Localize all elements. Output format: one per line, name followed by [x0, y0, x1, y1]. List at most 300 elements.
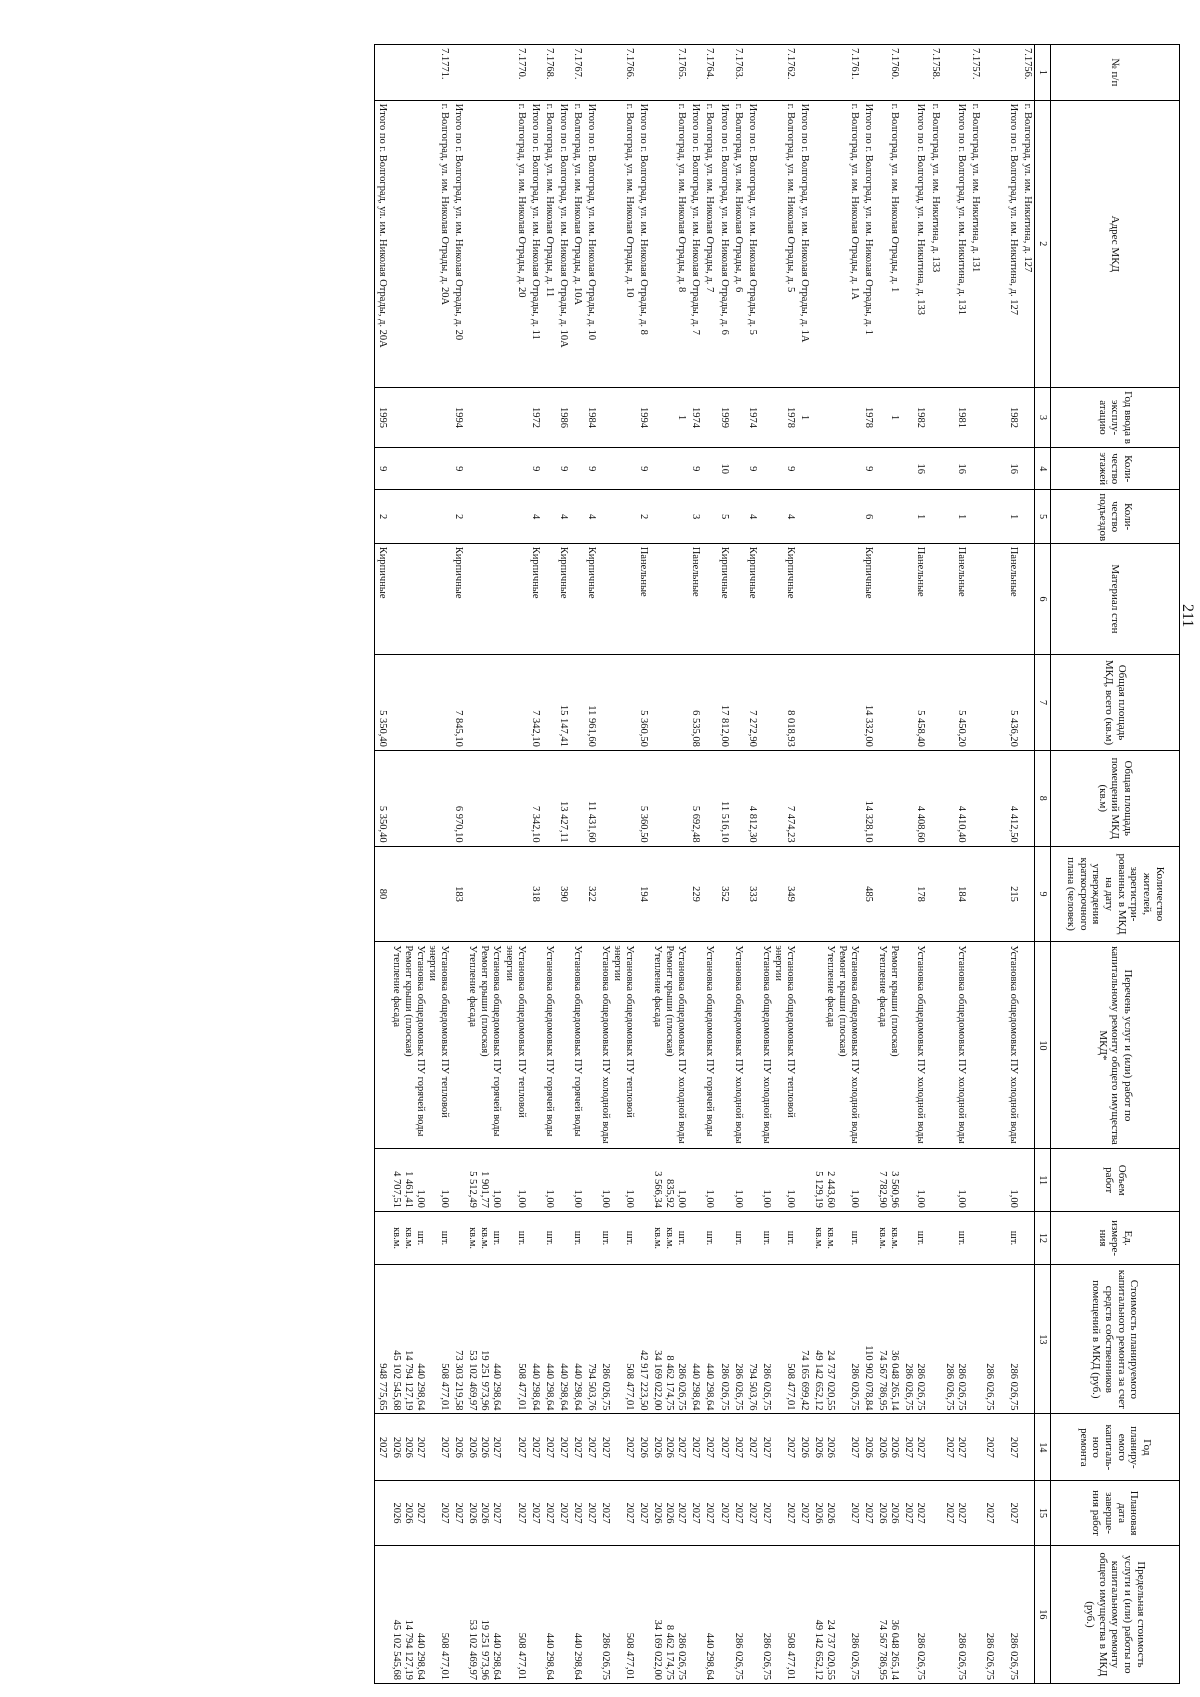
table-cell: 1,00 1,00 [598, 1149, 636, 1211]
table-cell: 1,00 1,00 1 901,77 5 512,49 [465, 1149, 527, 1211]
table-cell: 286 026,75 24 737 020,55 49 142 652,12 [811, 1265, 861, 1414]
table-cell [968, 1545, 982, 1683]
table-cell: 9 [745, 448, 759, 490]
table-cell: 9 [451, 448, 465, 490]
table-cell: 1,00 [942, 1149, 968, 1211]
table-cell [968, 942, 982, 1149]
table-cell: 2027 2027 2026 2026 [465, 1414, 527, 1481]
table-cell: Итого по г. Волгоград, ул. им. Николая Отрады, д. 7 [688, 100, 702, 387]
table-cell: 2027 [556, 1414, 570, 1481]
table-cell: 2027 [542, 1481, 556, 1546]
table-cell: 11 961,60 [584, 655, 598, 751]
table-cell [928, 750, 942, 846]
table-cell [389, 543, 451, 654]
table-cell [650, 750, 688, 846]
table-cell: 16 [901, 448, 927, 490]
table-cell: 1986 [556, 387, 570, 447]
table-cell: 16 [942, 448, 968, 490]
table-cell [968, 750, 982, 846]
table-row [374, 45, 389, 1684]
table-cell: г. Волгоград, ул. им. Николая Отрады, д. 11 [542, 100, 556, 387]
table-cell [811, 543, 861, 654]
table-cell [731, 655, 745, 751]
table-header [1035, 45, 1180, 1684]
table-cell [901, 45, 927, 101]
table-cell: г. Волгоград, ул. им. Николая Отрады, д. 10А [570, 100, 584, 387]
table-cell [928, 655, 942, 751]
table-cell: 4 812,30 [745, 750, 759, 846]
column-header: Материал стен [1051, 543, 1180, 654]
table-cell: 110 902 078,84 [861, 1265, 875, 1414]
table-cell: 318 [528, 846, 542, 942]
table-cell: 7.1756. [1020, 45, 1035, 101]
column-number: 16 [1035, 1545, 1051, 1683]
table-cell: 73 303 219,58 [451, 1265, 465, 1414]
column-header: Общая площадь помещений МКД (кв.м) [1051, 750, 1180, 846]
table-cell: Установка общедомовых ПУ горячей воды [542, 942, 556, 1149]
table-cell: 184 [942, 846, 968, 942]
table-cell [1020, 490, 1035, 543]
table-cell [928, 1265, 942, 1414]
table-cell: 440 298,64 [570, 1265, 584, 1414]
table-cell [745, 1149, 759, 1211]
table-cell: 7 474,23 [759, 750, 797, 846]
table-cell [556, 1211, 570, 1264]
table-cell [968, 1481, 982, 1546]
table-cell: 14 328,10 [861, 750, 875, 846]
table-cell [968, 1265, 982, 1414]
table-cell: 794 503,76 [745, 1265, 759, 1414]
table-cell [389, 387, 451, 447]
table-cell: Установка общедомовых ПУ холодной воды [982, 942, 1020, 1149]
table-cell: 508 477,01 440 298,64 14 794 127,19 45 102 545,68 [389, 1265, 451, 1414]
table-cell: Итого по г. Волгоград, ул. им. Никитина, д. 133 [901, 100, 927, 387]
table-cell [598, 387, 636, 447]
table-cell: 74 165 699,42 [797, 1265, 811, 1414]
table-cell: 508 477,01 286 026,75 [598, 1265, 636, 1414]
table-row [717, 45, 731, 1684]
table-row [759, 45, 797, 1684]
table-cell: 440 298,64 [542, 1265, 556, 1414]
table-cell [688, 1545, 702, 1683]
table-cell: 1 [982, 490, 1020, 543]
table-cell [875, 846, 901, 942]
table-cell: 286 026,75 [942, 1545, 968, 1683]
table-cell [875, 448, 901, 490]
table-cell [745, 942, 759, 1149]
table-cell [1020, 1481, 1035, 1546]
table-cell: 4 412,50 [982, 750, 1020, 846]
table-cell: 352 [717, 846, 731, 942]
column-number: 4 [1035, 448, 1051, 490]
table-cell: 7.1771. [389, 45, 451, 101]
table-cell: 7.1760. [875, 45, 901, 101]
table-cell [861, 1211, 875, 1264]
table-cell: 194 [636, 846, 650, 942]
column-header: Год ввода в эксплу-атацию [1051, 387, 1180, 447]
table-cell: 1994 [451, 387, 465, 447]
table-cell [451, 942, 465, 1149]
table-cell: Итого по г. Волгоград, ул. им. Николая Отрады, д. 6 [717, 100, 731, 387]
table-cell: 4 [759, 490, 797, 543]
table-cell [861, 1149, 875, 1211]
table-cell: 7 272,90 [745, 655, 759, 751]
table-cell: 2027 2027 [942, 1481, 968, 1546]
table-cell: 794 503,76 [584, 1265, 598, 1414]
table-cell [636, 1545, 650, 1683]
table-cell: 2027 2027 [759, 1481, 797, 1546]
table-cell [702, 387, 716, 447]
table-cell [688, 1149, 702, 1211]
table-cell: Установка общедомовых ПУ холодной воды [901, 942, 927, 1149]
table-cell: 15 147,41 [556, 655, 570, 751]
table-cell: 1999 [717, 387, 731, 447]
table-cell: 4 [745, 490, 759, 543]
table-cell: 2027 [861, 1481, 875, 1546]
table-cell: 2027 2026 2026 [650, 1414, 688, 1481]
table-cell [451, 45, 465, 101]
table-cell [389, 490, 451, 543]
table-cell [465, 543, 527, 654]
table-cell: 7 342,10 [528, 655, 542, 751]
table-cell: 1,00 835,92 3 566,34 [650, 1149, 688, 1211]
table-cell [928, 1149, 942, 1211]
table-row [650, 45, 688, 1684]
table-cell: 2027 [556, 1481, 570, 1546]
table-cell: 1,00 [702, 1149, 716, 1211]
table-cell: шт. [702, 1211, 716, 1264]
table-cell: Установка общедомовых ПУ холодной воды [731, 942, 745, 1149]
table-cell: 508 477,01 440 298,64 19 251 973,96 53 102 469,97 [465, 1265, 527, 1414]
table-cell: 2027 [570, 1481, 584, 1546]
table-cell [811, 387, 861, 447]
table-cell [731, 543, 745, 654]
table-row [636, 45, 650, 1684]
table-cell [598, 655, 636, 751]
table-cell: Панельные [636, 543, 650, 654]
table-cell: 508 477,01 286 026,75 [759, 1545, 797, 1683]
column-number: 1 [1035, 45, 1051, 101]
table-cell: 322 [584, 846, 598, 942]
table-cell: 1974 [688, 387, 702, 447]
table-cell: Установка общедомовых ПУ горячей воды [702, 942, 716, 1149]
table-cell: 2027 [745, 1481, 759, 1546]
table-row [797, 45, 811, 1684]
table-cell: 4 410,40 [942, 750, 968, 846]
table-cell [451, 1149, 465, 1211]
table-cell: Кирпичные [759, 543, 797, 654]
table-cell: Итого по г. Волгоград, ул. им. Никитина, д. 127 [982, 100, 1020, 387]
table-cell [731, 846, 745, 942]
table-cell [797, 942, 811, 1149]
table-cell [731, 387, 745, 447]
column-number: 11 [1035, 1149, 1051, 1211]
table-cell [1020, 1211, 1035, 1264]
table-cell [982, 45, 1020, 101]
table-cell [745, 1211, 759, 1264]
table-cell: 1 [901, 490, 927, 543]
table-cell: 2027 2027 [942, 1414, 968, 1481]
table-cell [528, 45, 542, 101]
table-cell: 286 026,75 286 026,75 [982, 1545, 1020, 1683]
table-cell [584, 1149, 598, 1211]
table-cell: Установка общедомовых ПУ холодной воды [942, 942, 968, 1149]
table-cell: шт. [901, 1211, 927, 1264]
table-cell: 1 [875, 387, 901, 447]
table-cell [875, 655, 901, 751]
table-row [982, 45, 1020, 1684]
table-cell [584, 45, 598, 101]
table-cell [465, 448, 527, 490]
table-cell: Установка общедомовых ПУ тепловой энергии Установка общедомовых ПУ холодной воды [759, 942, 797, 1149]
table-cell: 2027 [731, 1481, 745, 1546]
table-cell [570, 750, 584, 846]
table-cell [1020, 448, 1035, 490]
table-cell: 3 560,96 7 782,90 [875, 1149, 901, 1211]
table-cell [702, 750, 716, 846]
table-cell [811, 750, 861, 846]
table-cell [389, 655, 451, 751]
table-cell: 7.1767. [570, 45, 584, 101]
table-cell [968, 1149, 982, 1211]
column-header: Плановая дата заверше-ния работ [1051, 1481, 1180, 1546]
table-cell [374, 942, 389, 1149]
table-cell [1020, 1265, 1035, 1414]
table-cell: 2027 [717, 1414, 731, 1481]
table-cell [731, 490, 745, 543]
table-cell: Итого по г. Волгоград, ул. им. Николая Отрады, д. 1А [797, 100, 811, 387]
table-cell [717, 45, 731, 101]
table-cell: 2026 2026 [875, 1481, 901, 1546]
table-cell: 390 [556, 846, 570, 942]
table-cell [811, 655, 861, 751]
table-cell: 1,00 1,00 [759, 1149, 797, 1211]
column-header: № п/п [1051, 45, 1180, 101]
table-cell: 36 048 265,14 74 567 786,95 [875, 1545, 901, 1683]
column-number: 2 [1035, 100, 1051, 387]
table-cell: 17 812,00 [717, 655, 731, 751]
table-cell: Кирпичные [556, 543, 570, 654]
table-cell: 2027 [528, 1414, 542, 1481]
table-cell: шт. [542, 1211, 556, 1264]
table-cell: 7 342,10 [528, 750, 542, 846]
table-cell [528, 1545, 542, 1683]
table-cell: шт. [731, 1211, 745, 1264]
table-cell [598, 448, 636, 490]
table-cell [928, 1211, 942, 1264]
table-cell: 1,00 [542, 1149, 556, 1211]
table-cell [570, 655, 584, 751]
table-cell [598, 750, 636, 846]
table-cell: Итого по г. Волгоград, ул. им. Николая Отрады, д. 5 [745, 100, 759, 387]
table-cell [598, 543, 636, 654]
table-cell [636, 942, 650, 1149]
table-cell [650, 490, 688, 543]
table-cell [731, 750, 745, 846]
table-cell [745, 1545, 759, 1683]
table-cell [542, 543, 556, 654]
table-cell [1020, 1149, 1035, 1211]
column-header: Адрес МКД [1051, 100, 1180, 387]
table-cell [465, 490, 527, 543]
table-cell [636, 1211, 650, 1264]
table-cell: Итого по г. Волгоград, ул. им. Николая Отрады, д. 10 [584, 100, 598, 387]
table-cell [1020, 750, 1035, 846]
table-cell: 4 [528, 490, 542, 543]
table-cell: 286 026,75 [901, 1545, 927, 1683]
table-cell: 4 [584, 490, 598, 543]
table-cell [598, 846, 636, 942]
table-cell [451, 1211, 465, 1264]
table-cell [542, 846, 556, 942]
table-row [928, 45, 942, 1684]
table-cell [797, 490, 811, 543]
table-cell [1020, 942, 1035, 1149]
table-cell: 7.1770. [465, 45, 527, 101]
table-cell: 2027 [374, 1414, 389, 1481]
table-cell [702, 543, 716, 654]
table-cell [570, 846, 584, 942]
column-header: Коли-чество этажей [1051, 448, 1180, 490]
table-cell: Кирпичные [584, 543, 598, 654]
table-cell: 2027 [688, 1481, 702, 1546]
column-number: 14 [1035, 1414, 1051, 1481]
table-cell: 4 [556, 490, 570, 543]
table-cell: 5 350,40 [374, 750, 389, 846]
table-cell: шт. шт. кв.м. кв.м. [389, 1211, 451, 1264]
table-cell [542, 750, 556, 846]
table-cell: 440 298,64 [570, 1545, 584, 1683]
table-cell: 2027 [688, 1414, 702, 1481]
table-cell: 3 [688, 490, 702, 543]
table-cell [389, 448, 451, 490]
table-cell [797, 543, 811, 654]
table-cell [374, 1545, 389, 1683]
table-cell: 229 [688, 846, 702, 942]
table-cell [374, 1149, 389, 1211]
table-cell: 2027 [584, 1481, 598, 1546]
table-cell: Итого по г. Волгоград, ул. им. Николая Отрады, д. 8 [636, 100, 650, 387]
table-cell: 2027 2027 [901, 1481, 927, 1546]
table-cell: 1,00 1,00 1 461,41 4 707,51 [389, 1149, 451, 1211]
table-cell [584, 1545, 598, 1683]
table-row [861, 45, 875, 1684]
table-cell: 1982 [901, 387, 927, 447]
table-cell: 9 [584, 448, 598, 490]
table-cell: 215 [982, 846, 1020, 942]
table-row [968, 45, 982, 1684]
table-cell: 9 [861, 448, 875, 490]
column-number: 13 [1035, 1265, 1051, 1414]
table-cell [968, 846, 982, 942]
table-cell: г. Волгоград, ул. им. Николая Отрады, д. 20А [389, 100, 451, 387]
table-cell [702, 490, 716, 543]
column-number: 12 [1035, 1211, 1051, 1264]
table-cell: Установка общедомовых ПУ холодной воды Ремонт крыши (плоская) Утепление фасада [650, 942, 688, 1149]
table-cell: 11 431,60 [584, 750, 598, 846]
table-cell: 9 [528, 448, 542, 490]
table-cell: 286 026,75 286 026,75 [901, 1265, 927, 1414]
table-cell: 286 026,75 8 462 174,75 34 169 022,00 [650, 1545, 688, 1683]
table-cell: 5 [717, 490, 731, 543]
table-cell: 9 [556, 448, 570, 490]
table-cell [702, 448, 716, 490]
table-cell [797, 750, 811, 846]
table-cell [861, 1545, 875, 1683]
table-cell: 2027 2027 2026 2026 [465, 1481, 527, 1546]
table-cell: 5 350,40 [374, 655, 389, 751]
table-cell [968, 448, 982, 490]
table-row [745, 45, 759, 1684]
table-row [598, 45, 636, 1684]
table-cell: 6 [861, 490, 875, 543]
table-cell: 1,00 [901, 1149, 927, 1211]
table-cell: 7.1762. [759, 45, 797, 101]
table-cell: Панельные [901, 543, 927, 654]
table-cell: 2027 2027 [901, 1414, 927, 1481]
table-cell: 13 427,11 [556, 750, 570, 846]
table-cell: кв.м. кв.м. [875, 1211, 901, 1264]
table-cell [374, 45, 389, 101]
table-cell [928, 942, 942, 1149]
column-number: 6 [1035, 543, 1051, 654]
column-header: Общая площадь МКД, всего (кв.м) [1051, 655, 1180, 751]
table-cell: 16 [982, 448, 1020, 490]
table-cell: Итого по г. Волгоград, ул. им. Николая Отрады, д. 20А [374, 100, 389, 387]
table-row [942, 45, 968, 1684]
column-number: 9 [1035, 846, 1051, 942]
table-cell [928, 1545, 942, 1683]
table-cell [542, 490, 556, 543]
table-cell [968, 1211, 982, 1264]
table-cell [556, 1149, 570, 1211]
table-cell: 2027 [702, 1414, 716, 1481]
table-cell: Кирпичные [451, 543, 465, 654]
table-cell: 2027 2027 [598, 1414, 636, 1481]
column-number: 10 [1035, 942, 1051, 1149]
table-cell: 440 298,64 [688, 1265, 702, 1414]
table-cell: 2 [374, 490, 389, 543]
table-cell: г. Волгоград, ул. им. Николая Отрады, д. 1 [875, 100, 901, 387]
table-cell: 178 [901, 846, 927, 942]
table-cell: 4 408,60 [901, 750, 927, 846]
table-cell: 286 026,75 [717, 1265, 731, 1414]
table-cell [528, 942, 542, 1149]
table-cell: Панельные [942, 543, 968, 654]
table-cell: 1,00 [731, 1149, 745, 1211]
table-cell: 1974 [745, 387, 759, 447]
table-cell: шт. шт. [759, 1211, 797, 1264]
table-cell: 36 048 265,14 74 567 786,95 [875, 1265, 901, 1414]
table-cell [797, 1545, 811, 1683]
table-cell [928, 1414, 942, 1481]
table-cell [702, 846, 716, 942]
table-cell: 14 332,00 [861, 655, 875, 751]
table-cell [861, 942, 875, 1149]
table-cell: 7.1764. [702, 45, 716, 101]
table-cell: 10 [717, 448, 731, 490]
table-cell: 7.1768. [542, 45, 556, 101]
table-cell: Итого по г. Волгоград, ул. им. Никитина, д. 131 [942, 100, 968, 387]
table-cell [542, 655, 556, 751]
table-cell: 2027 [731, 1414, 745, 1481]
table-cell: Установка общедомовых ПУ тепловой энергии Установка общедомовых ПУ холодной воды [598, 942, 636, 1149]
table-row [584, 45, 598, 1684]
table-cell [875, 490, 901, 543]
table-cell: 5 360,50 [636, 655, 650, 751]
table-cell [717, 1211, 731, 1264]
table-cell: 5 360,50 [636, 750, 650, 846]
